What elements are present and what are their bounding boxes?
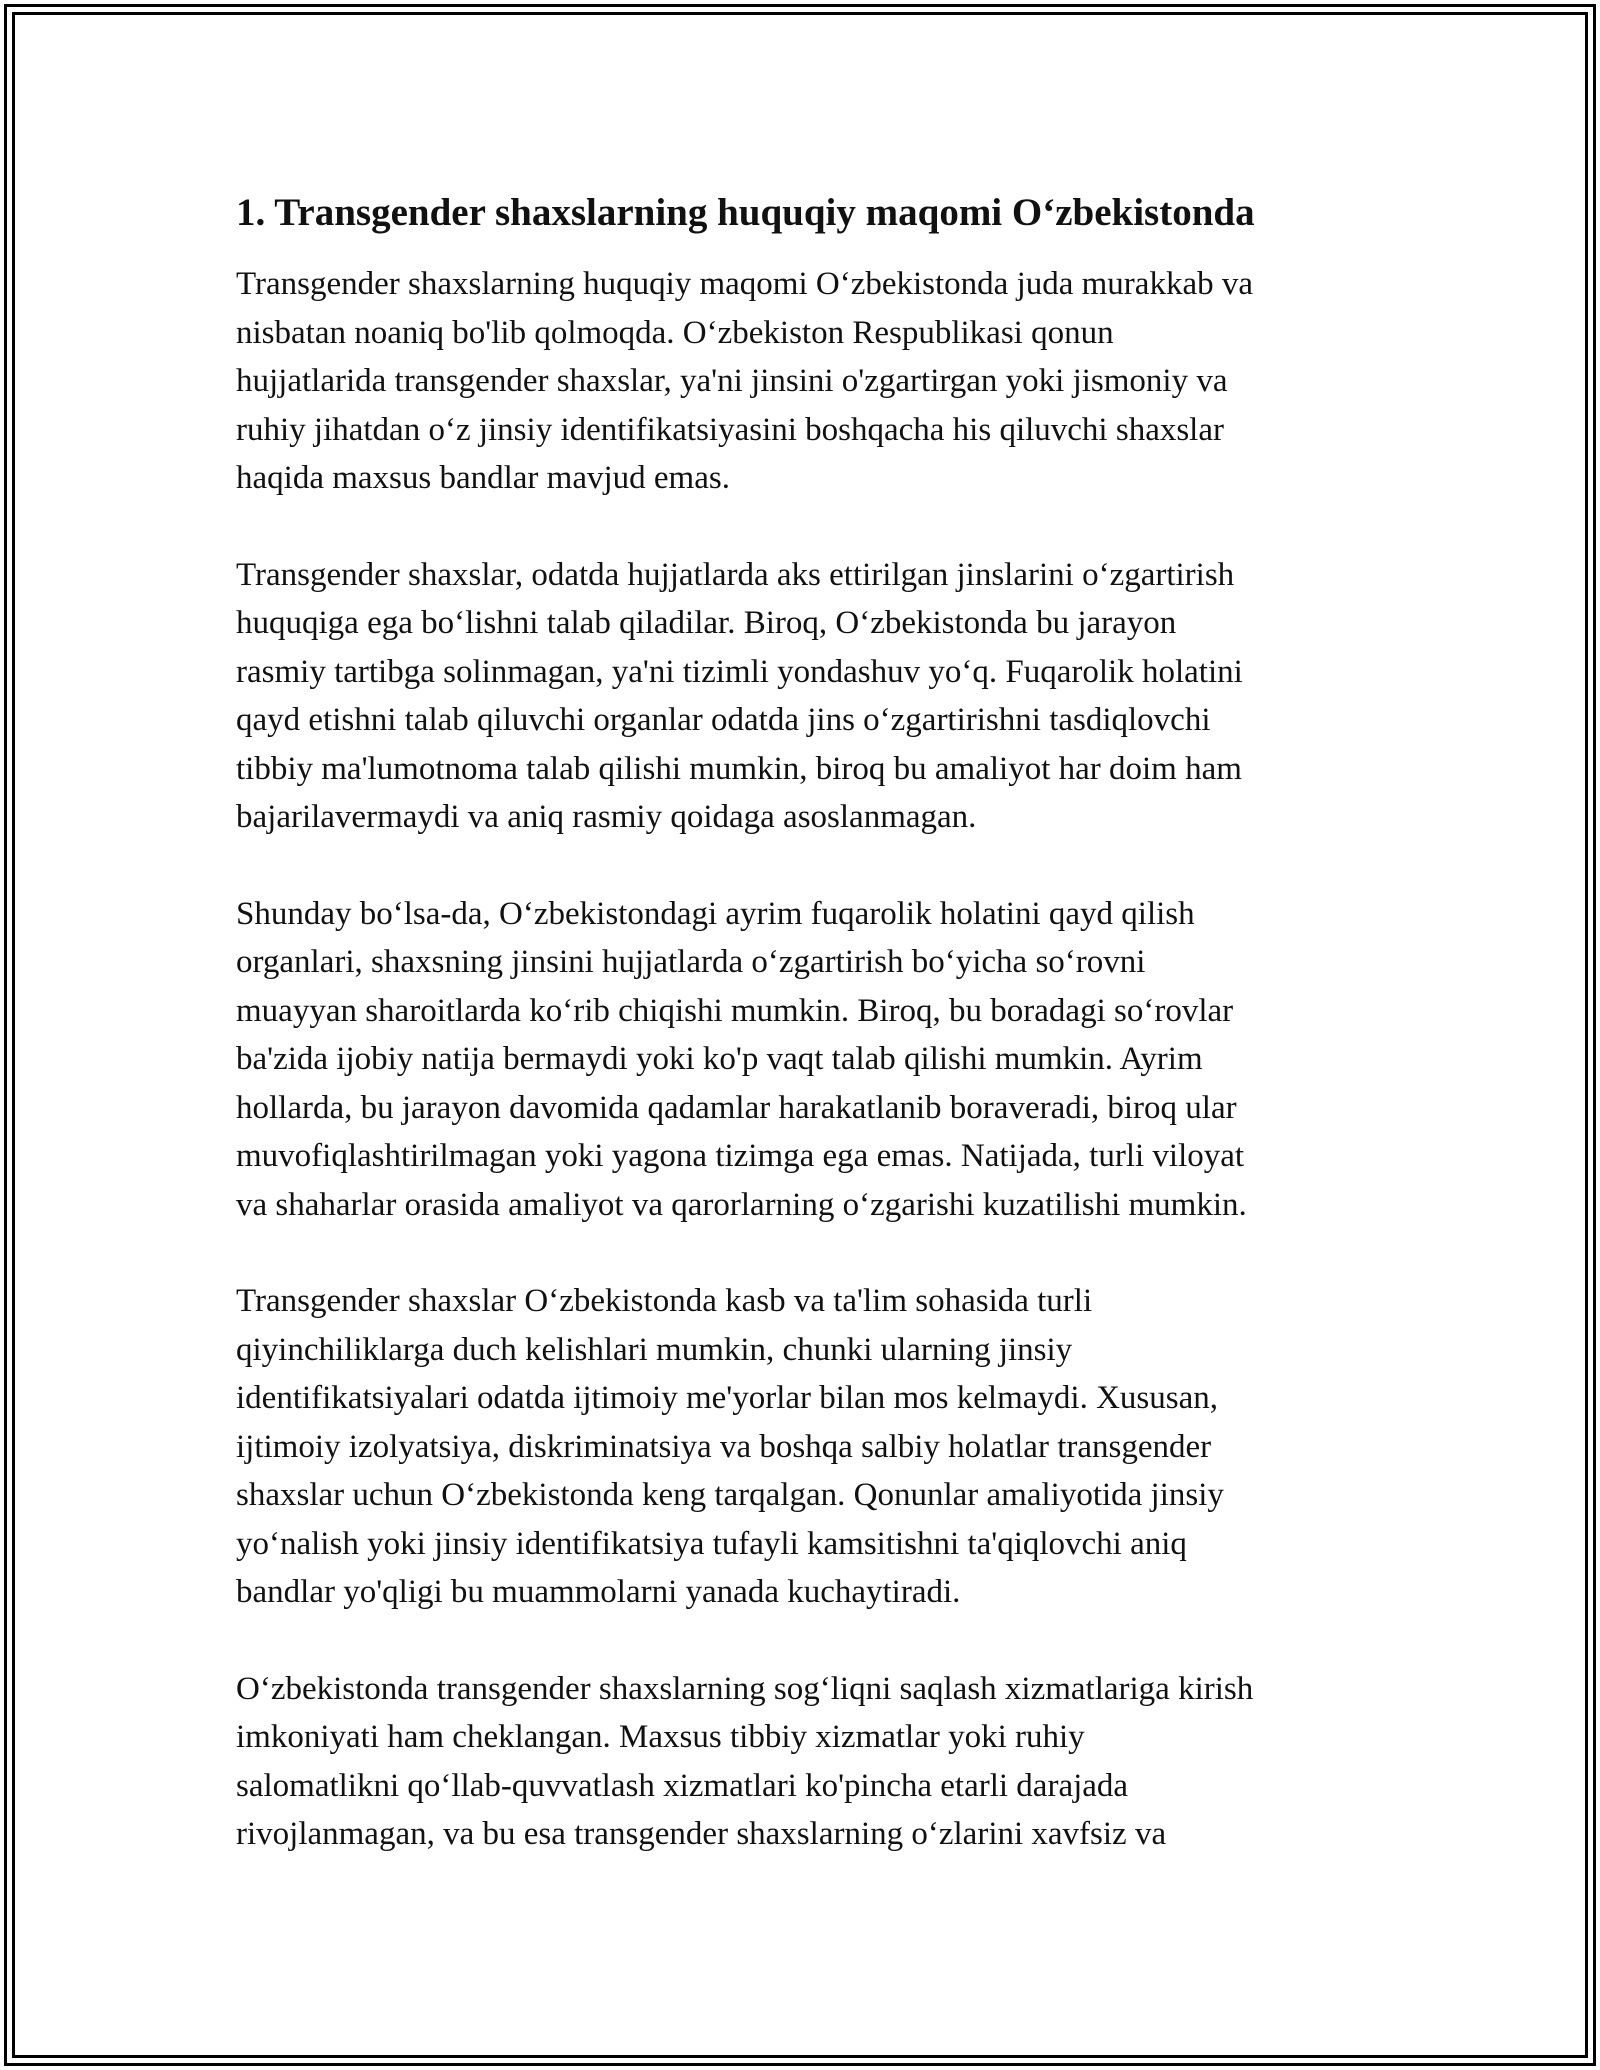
- paragraph-1: Transgender shaxslarning huquqiy maqomi O‘zbekistonda juda murakkab va nisbatan noaniq bo'lib qolmoqda. O‘zbekiston Respublikasi qonun hujjatlarida transgender shaxslar, ya'ni jinsini o'zgartirgan yoki jismoniy va ruhiy jihatdan o‘z jinsiy identifikatsiyasini boshqacha his qiluvchi shaxslar haqida maxsus bandlar mavjud emas.: [236, 266, 1253, 496]
- paragraph-4: Transgender shaxslar O‘zbekistonda kasb va ta'lim sohasida turli qiyinchiliklarga duch kelishlari mumkin, chunki ularning jinsiy identifikatsiyalari odatda ijtimoiy me'yorlar bilan mos kelmaydi. Xususan, ijtimoiy izolyatsiya, diskriminatsiya va boshqa salbiy holatlar transgender shaxslar uchun O‘zbekistonda keng tarqalgan. Qonunlar amaliyotida jinsiy yo‘nalish yoki jinsiy identifikatsiya tufayli kamsitishni ta'qiqlovchi aniq bandlar yo'qligi bu muammolarni yanada kuchaytiradi.: [236, 1283, 1224, 1610]
- paragraph-3: Shunday bo‘lsa-da, O‘zbekistondagi ayrim fuqarolik holatini qayd qilish organlari, shaxsning jinsini hujjatlarda o‘zgartirish bo‘yicha so‘rovni muayyan sharoitlarda ko‘rib chiqishi mumkin. Biroq, bu boradagi so‘rovlar ba'zida ijobiy natija bermaydi yoki ko'p vaqt talab qilishi mumkin. Ayrim hollarda, bu jarayon davomida qadamlar harakatlanib boraveradi, biroq ular muvofiqlashtirilmagan yoki yagona tizimga ega emas. Natijada, turli viloyat va shaharlar orasida amaliyot va qarorlarning o‘zgarishi kuzatilishi mumkin.: [236, 895, 1247, 1223]
- document-body: [236, 188, 1396, 1907]
- paragraph-2: Transgender shaxslar, odatda hujjatlarda aks ettirilgan jinslarini o‘zgartirish huquqiga ega bo‘lishni talab qiladilar. Biroq, O‘zbekistonda bu jarayon rasmiy tartibga solinmagan, ya'ni tizimli yondashuv yo‘q. Fuqarolik holatini qayd etishni talab qiluvchi organlar odatda jins o‘zgartirishni tasdiqlovchi tibbiy ma'lumotnoma talab qilishi mumkin, biroq bu amaliyot har doim ham bajarilavermaydi va aniq rasmiy qoidaga asoslanmagan.: [236, 556, 1243, 835]
- paragraph-5: O‘zbekistonda transgender shaxslarning sog‘liqni saqlash xizmatlariga kirish imkoniyati ham cheklangan. Maxsus tibbiy xizmatlar yoki ruhiy salomatlikni qo‘llab-quvvatlash xizmatlari ko'pincha etarli darajada rivojlanmagan, va bu esa transgender shaxslarning o‘zlarini xavfsiz va: [236, 1670, 1254, 1852]
- section-heading: 1. Transgender shaxslarning huquqiy maqomi O‘zbekistonda: [236, 191, 1255, 234]
